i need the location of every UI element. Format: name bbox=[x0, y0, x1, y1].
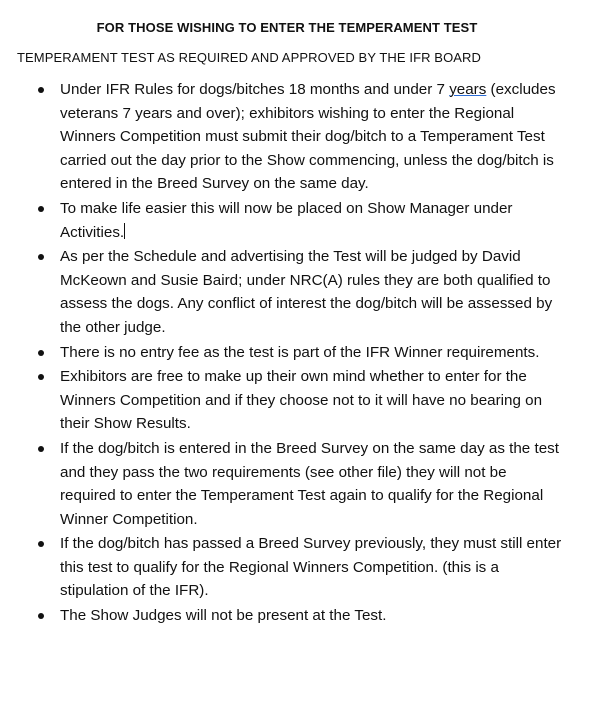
spellcheck-flagged-word[interactable]: years bbox=[449, 81, 487, 98]
bullet-text-3: As per the Schedule and advertising the Test will be judged by David McKeown and Susie Baird; under NRC(A) rules they are both qualified to assess the dogs. Any conflict of interest the dog/bitch will be assessed by the other judge. bbox=[60, 248, 553, 336]
document-subtitle: TEMPERAMENT TEST AS REQUIRED AND APPROVED BY THE IFR BOARD bbox=[17, 50, 482, 65]
bullet-dot-icon bbox=[38, 206, 44, 212]
bullet-list bbox=[0, 78, 600, 629]
bullet-text-2: To make life easier this will now be placed on Show Manager under Activities. bbox=[60, 199, 513, 241]
bullet-text-8: The Show Judges will not be present at the Test. bbox=[60, 607, 387, 625]
bullet-text-1-pre: Under IFR Rules for dogs/bitches 18 months and under 7 bbox=[60, 81, 450, 98]
bullet-dot-icon bbox=[38, 87, 44, 93]
text-cursor bbox=[124, 223, 125, 239]
bullet-item-4 bbox=[0, 341, 600, 365]
bullet-text-4: There is no entry fee as the test is part of the IFR Winner requirements. bbox=[60, 343, 540, 361]
bullet-dot-icon bbox=[38, 254, 44, 260]
bullet-dot-icon bbox=[38, 374, 44, 380]
bullet-dot-icon bbox=[38, 541, 44, 547]
bullet-text-6: If the dog/bitch is entered in the Breed Survey on the same day as the test and they pass the two requirements (see other file) they will not be required to enter the Temperament Test again to qualify for the Regional Winner Competition. bbox=[60, 439, 559, 528]
bullet-item-7 bbox=[0, 532, 600, 603]
bullet-item-5 bbox=[0, 365, 600, 436]
bullet-item-1 bbox=[0, 78, 600, 196]
bullet-text-5: Exhibitors are free to make up their own mind whether to enter for the Winners Competition and if they choose not to it will have no bearing on their Show Results. bbox=[60, 368, 543, 433]
bullet-dot-icon bbox=[38, 446, 44, 452]
bullet-item-3 bbox=[0, 245, 600, 339]
bullet-dot-icon bbox=[38, 613, 44, 619]
bullet-text-7: If the dog/bitch has passed a Breed Survey previously, they must still enter this test to qualify for the Regional Winners Competition. (this is a stipulation of the IFR). bbox=[60, 535, 562, 600]
bullet-item-2 bbox=[0, 197, 600, 244]
bullet-item-6 bbox=[0, 437, 600, 531]
bullet-item-8 bbox=[0, 604, 600, 628]
document-title: FOR THOSE WISHING TO ENTER THE TEMPERAMENT TEST bbox=[96, 20, 478, 35]
bullet-dot-icon bbox=[38, 350, 44, 356]
bullet-text-1-post: (excludes veterans 7 years and over); exhibitors wishing to enter the Regional Winners Competition must submit their dog/bitch to a Temperament Test carried out the day prior to the Show commencing, unless the dog/bitch is entered in the Breed Survey on the same day. bbox=[60, 81, 556, 193]
